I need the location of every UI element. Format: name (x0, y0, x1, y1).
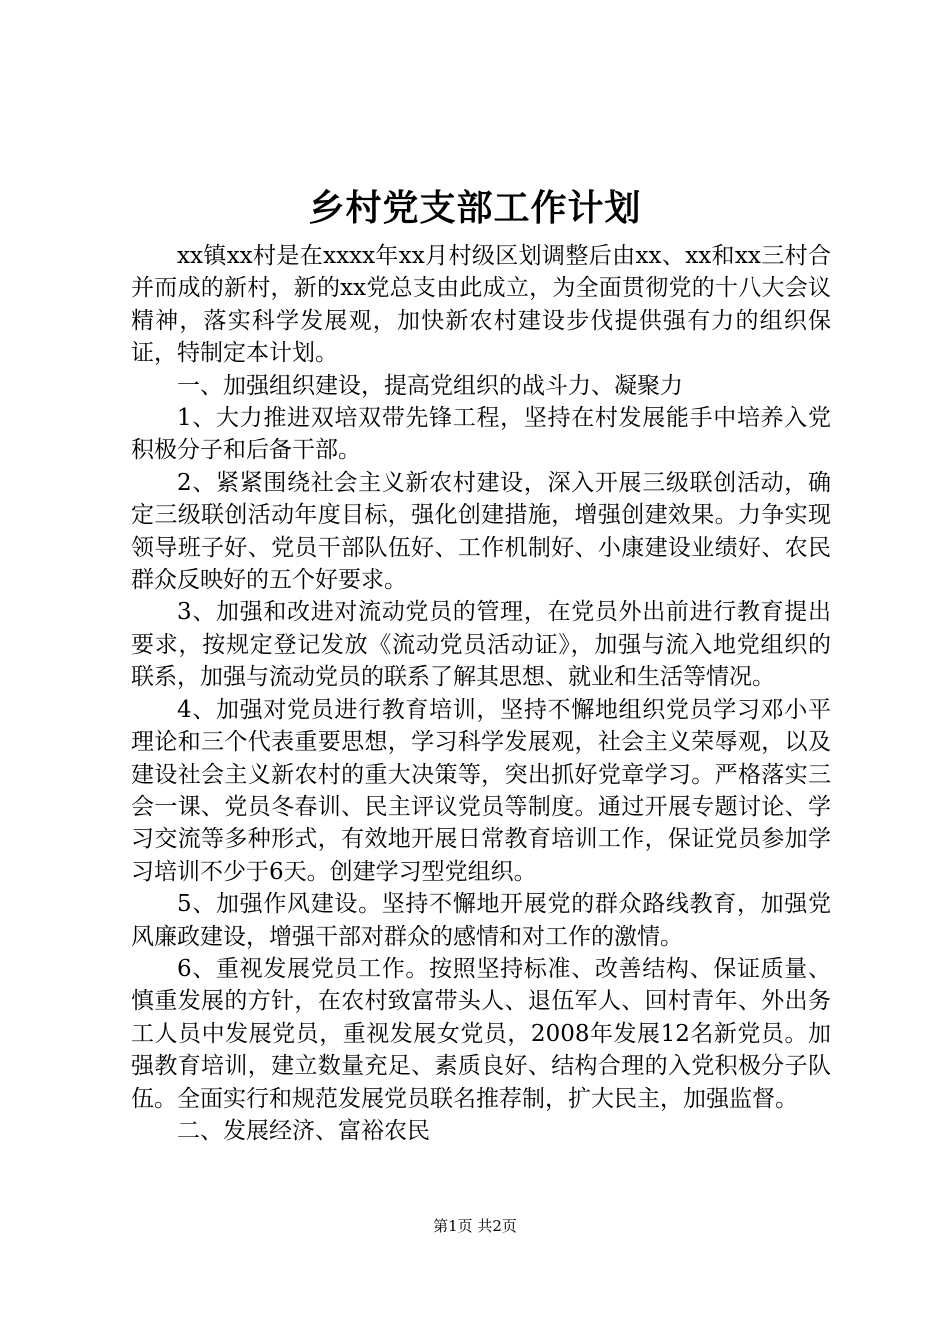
paragraph-item-5: 5、加强作风建设。坚持不懈地开展党的群众路线教育，加强党风廉政建设，增强干部对群众的感情和对工作的激情。 (131, 891, 831, 950)
document-title: 乡村党支部工作计划 (308, 187, 642, 229)
document-body (131, 240, 831, 1147)
paragraph-item-2: 2、紧紧围绕社会主义新农村建设，深入开展三级联创活动，确定三级联创活动年度目标，强化创建措施，增强创建效果。力争实现领导班子好、党员干部队伍好、工作机制好、小康建设业绩好、农民群众反映好的五个好要求。 (131, 469, 831, 594)
paragraph-item-1: 1、大力推进双培双带先锋工程，坚持在村发展能手中培养入党积极分子和后备干部。 (131, 405, 831, 464)
section-heading-2: 二、发展经济、富裕农民 (177, 1117, 430, 1144)
paragraph-item-6: 6、重视发展党员工作。按照坚持标准、改善结构、保证质量、慎重发展的方针，在农村致富带头人、退伍军人、回村青年、外出务工人员中发展党员，重视发展女党员，2008年发展12名新党员。加强教育培训，建立数量充足、素质良好、结构合理的入党积极分子队伍。全面实行和规范发展党员联名推荐制，扩大民主，加强监督。 (131, 955, 831, 1112)
section-heading-1: 一、加强组织建设，提高党组织的战斗力、凝聚力 (177, 372, 683, 399)
paragraph-item-3: 3、加强和改进对流动党员的管理，在党员外出前进行教育提出要求，按规定登记发放《流动党员活动证》，加强与流入地党组织的联系，加强与流动党员的联系了解其思想、就业和生活等情况。 (131, 599, 831, 691)
paragraph-intro: xx镇xx村是在xxxx年xx月村级区划调整后由xx、xx和xx三村合并而成的新村，新的xx党总支由此成立，为全面贯彻党的十八大会议精神，落实科学发展观，加快新农村建设步伐提供强有力的组织保证，特制定本计划。 (131, 243, 831, 367)
paragraph-item-4: 4、加强对党员进行教育培训，坚持不懈地组织党员学习邓小平理论和三个代表重要思想，学习科学发展观，社会主义荣辱观，以及建设社会主义新农村的重大决策等，突出抓好党章学习。严格落实三会一课、党员冬春训、民主评议党员等制度。通过开展专题讨论、学习交流等多种形式，有效地开展日常教育培训工作，保证党员参加学习培训不少于6天。创建学习型党组织。 (131, 696, 831, 885)
page-footer: 第1页 共2页 (433, 1217, 517, 1235)
